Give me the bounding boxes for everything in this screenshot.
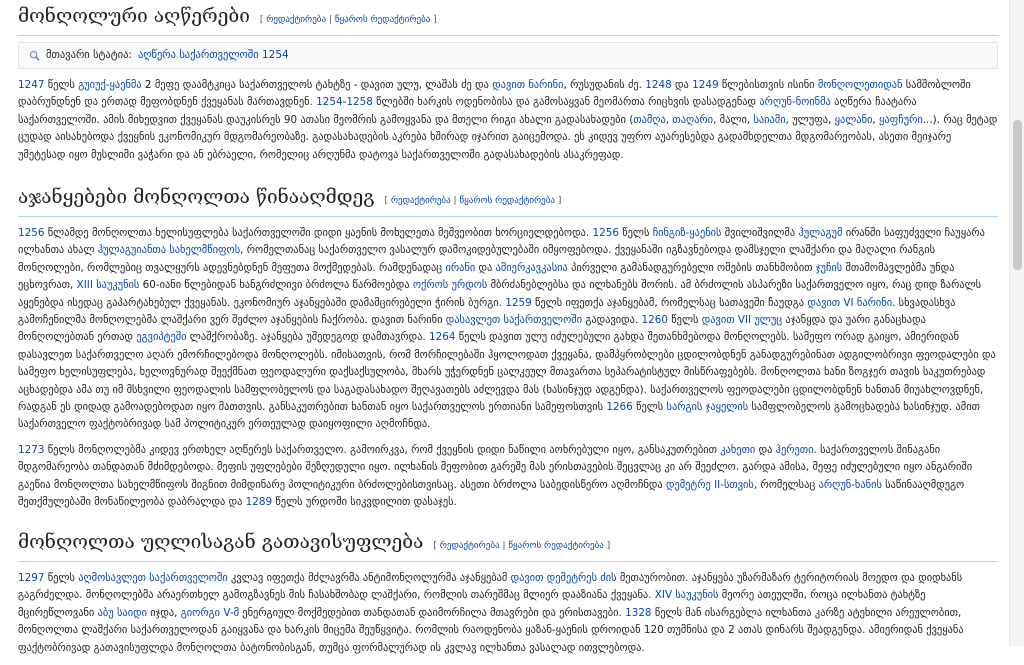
paragraph-text: , რუსუდანის ძე. <box>563 79 646 91</box>
inline-link[interactable]: XIV საუკუნის <box>654 589 719 602</box>
inline-link[interactable]: თამღა <box>633 113 666 126</box>
inline-link[interactable]: დავით ნარინი <box>492 79 564 91</box>
paragraph <box>18 442 998 510</box>
inline-link[interactable]: 1328 <box>625 606 652 619</box>
paragraph-text: , <box>872 113 880 126</box>
section-title: მონღოლთა უღლისაგან გათავისუფლება <box>18 531 424 553</box>
paragraph-text: წელს მონღოლებმა კიდევ ერთხელ აღწერეს საქართველო. გამოირკვა, რომ ქვეყნის დიდი ნაწილი აოხრებული იყო, განსაკუთრებით <box>44 444 721 456</box>
inline-link[interactable]: 1254-1258 <box>316 96 373 109</box>
paragraph-text: საწინააღმდეგო შეთქმულებაში მონაწილეობა დაბრალდა და <box>18 478 965 509</box>
inline-link[interactable]: არღუნ-ხანის <box>818 478 882 491</box>
inline-link[interactable]: სარგის ჯაყელის <box>666 401 749 414</box>
edit-section-links: [ რედაქტირება | წყაროს რედაქტირება ] <box>384 196 562 206</box>
inline-link[interactable]: გიორგი V-მ <box>180 606 239 619</box>
inline-link[interactable]: 1248 <box>645 79 672 91</box>
paragraph-text: , ულუფა, <box>785 113 835 126</box>
inline-link[interactable]: 1266 <box>606 401 633 414</box>
inline-link[interactable]: საიამი <box>753 113 786 126</box>
vertical-scrollbar[interactable] <box>1009 0 1024 646</box>
inline-link[interactable]: XIII საუკუნის <box>76 279 140 292</box>
paragraph-text: შვილიშვილმა <box>721 227 799 239</box>
paragraph-text: ...). რაც მეტად ცუდად აისახებოდა ქვეყნის ეკონომიკურ მდგომარეობაზე. გადასახადების აკრება ხშირად იჯარით გაიცემოდა. ეს კიდევ უფრო აუარესებდა გადამხდელთა მდგომარეობას, ასეთი მეიჯარე უმეტესად იყო მუსლიმი ვაჭარი და ან ებრაელი, რომელიც არღუნმა დატოვა საქართველოში გადასახადების ასაკრეფად. <box>18 113 998 161</box>
inline-link[interactable]: 1260 <box>641 314 668 327</box>
section-heading-liberation <box>18 530 998 562</box>
inline-link[interactable]: ამიერკავკასია <box>495 261 568 274</box>
edit-section-links: [ რედაქტირება | წყაროს რედაქტირება ] <box>259 15 437 25</box>
inline-link[interactable]: აბუ საიდი <box>97 606 147 619</box>
inline-link[interactable]: არღუნ-ნოინმა <box>759 96 831 109</box>
inline-link[interactable]: ოქროს ურდოს <box>412 279 488 292</box>
magnifier-icon <box>29 50 40 61</box>
inline-link[interactable]: 1264 <box>428 331 456 344</box>
edit-link[interactable]: რედაქტირება <box>390 196 451 206</box>
inline-link[interactable]: ირანი <box>445 261 476 274</box>
inline-link[interactable]: 1247 <box>18 79 45 91</box>
section-heading-uprisings <box>18 185 998 217</box>
section-title: მონღოლური აღწერები <box>18 5 250 27</box>
paragraph-text: წელს მან ისარგებლა ილხანთა კარზე ატეხილი არეულობით, მონღოლთა ლაშქარი საქართველოდან გაიყვანა და ხარკის მიცემა შეუწყვიტა. რომლის რაოდენობა ყაზან-ყაენის დროიდან 120 თუმნისა და 2 ათას დინარს შეადგენდა. ამიერიდან ქვეყანა ფაქტობრივად გათავისუფლდა მონღოლთა ბატონობისგან, თუმცა ფორმალურად ის კვლავ ილხანთა ვასალად ითვლებოდა. <box>18 606 964 654</box>
paragraph-text: 2 მეფე დაამტკიცა საქართველოს ტახტზე - დავით ულუ, ლაშას ძე და <box>141 79 493 91</box>
paragraph-text: ენერგიულ მოქმედებით თანდათან დაიმორჩილა მთავრები და ერისთავები. <box>239 606 626 619</box>
inline-link[interactable]: ჩინგიზ-ყაენის <box>652 227 722 239</box>
inline-link[interactable]: დასავლეთ საქართველოში <box>445 314 583 327</box>
paragraph-text: სამფლობელოს გამოცხადება ხასინჯუდ. ამით საქართველო ფაქტობრივად სამ პოლიტიკურ ერთეულად დაიყოფილი აღმოჩნდა. <box>18 401 980 431</box>
paragraph <box>18 77 998 165</box>
inline-link[interactable]: დავით დემეტრეს ძის <box>510 572 617 584</box>
inline-link[interactable]: 1289 <box>245 496 273 509</box>
paragraph-text: , მალი, <box>713 113 754 126</box>
paragraph-text: წელს <box>618 227 653 239</box>
paragraph-text: წელს <box>44 572 79 584</box>
hatnote-prefix: მთავარი სტატია: <box>46 49 132 61</box>
paragraph-text: შთამომავლებმა უნდა ეცხოვრათ, <box>18 261 955 292</box>
inline-link[interactable]: გუიუქ-ყაენმა <box>78 79 142 91</box>
edit-source-link[interactable]: წყაროს რედაქტირება <box>459 196 555 206</box>
inline-link[interactable]: აღმოსავლეთ საქართველოში <box>78 572 228 584</box>
edit-source-link[interactable]: წყაროს რედაქტირება <box>508 541 604 551</box>
paragraph-text: წლამდე მონღოლთა ხელისუფლება საქართველოში დიდი ყაენის მოხელეთა მეშვეობით ხორციელდებოდა. <box>44 227 593 239</box>
inline-link[interactable]: 1259 <box>505 296 532 309</box>
paragraph-text: , რომელსაც <box>753 478 819 491</box>
inline-link[interactable]: 1249 <box>692 79 719 91</box>
edit-section-links: [ რედაქტირება | წყაროს რედაქტირება ] <box>433 541 611 551</box>
section-title: აჯანყებები მონღოლთა წინააღმდეგ <box>18 186 375 208</box>
inline-link[interactable]: თაღარი <box>672 113 714 126</box>
paragraph-text: . საქართველოს შინაგანი მდგომარეობა თანდათან მძიმდებოდა. მეფის უფლებები შეზღუდული იყო. ილხანის მეფობით გარეშე მას ერისთავების შეცვლაც კი არ შეეძლო. გარდა ამისა, მეფე იძულებული იყო ანგარიში გაეწია მონღოლთა სახელმწიფოს შიგნით მიმდინარე პოლიტიკური ბრძოლებისთვისაც. ასეთი ბრძოლა საბედისწერო აღმოჩნდა <box>18 444 973 491</box>
inline-link[interactable]: 1297 <box>18 572 45 584</box>
inline-link[interactable]: ჰულაგუმ <box>798 227 843 239</box>
inline-link[interactable]: ეგვიპტეში <box>136 331 187 344</box>
edit-source-link[interactable]: წყაროს რედაქტირება <box>334 15 431 25</box>
paragraph-text: წლებისთვის ისინი <box>718 79 818 91</box>
paragraph-text: სამშობლოში დაბრუნდნენ და ერთად მეფობდნენ ქვეყანას მართავდნენ. <box>18 79 971 109</box>
paragraph-text: გადავიდა. <box>582 314 642 327</box>
paragraph-text: , <box>665 113 673 126</box>
paragraph-text: წელს იფეთქა აჯანყებამ, რომელსაც სათავეში ჩაუდგა <box>531 296 808 309</box>
paragraph <box>18 225 998 435</box>
inline-link[interactable]: 1273 <box>18 444 45 456</box>
inline-link[interactable]: დემეტრე II-სთვის <box>665 478 754 491</box>
scrollbar-thumb[interactable] <box>1013 120 1022 270</box>
paragraph-text: წელს <box>44 79 79 91</box>
paragraph-text: კვლავ იფეთქა მძლავრმა ანტიმონღოლურმა აჯანყებამ <box>227 572 511 584</box>
paragraph-text: მეთაურობით. აჯანყება უზარმაზარ ტერიტორიას მოედო და დიდხანს გაგრძელდა. მონღოლებმა არაერთხელ გამოგზავნეს მის ჩასახშობად ლაშქარი, რომლის თარეშმაც მლიერ დააზიანა ქვეყანა. <box>18 572 963 602</box>
inline-link[interactable]: 1256 <box>18 227 45 239</box>
paragraph-text: და <box>671 79 693 91</box>
inline-link[interactable]: დავით VI ნარინი <box>807 296 893 309</box>
paragraph-text: მეორე ათეულში, როცა ილხანთა ტახტზე მცირეწლოვანი <box>18 589 926 619</box>
inline-link[interactable]: ჯუჩის <box>815 261 843 274</box>
paragraph <box>18 570 998 658</box>
paragraph-text: . სხვადასხვა გამოჩენილმა მონღოლებმა ლაშქარი ვერ შეძლო აჯანყების ჩაქრობა. დავით ნარინი <box>18 296 956 327</box>
paragraph-text: და <box>755 444 776 456</box>
paragraph-text: იჯდა, <box>146 606 181 619</box>
paragraph-text: წელს დავით ულუ იძულებული გახდა შეთანხმებოდა მონღოლებს. სამეფო ორად გაიყო, ამიერიდან დასავლეთ საქართველო აღარ ემორჩილებოდა მონღოლებს. იმისათვის, რომ მორჩილებაში ჰყოლოდათ ქვეყანა, დამპყრობლები ცდილობდნენ განადგურებინათ ადგილობრივი ფეოდალები და სამეფო ხელისუფლება, ხელოვნურად შეექმნათ ფეოდალური დაქსაქსულობა, მხარს უჭერდნენ ცალკეულ მთავართა სეპარატისტულ მისწრაფებებს. მონღოლთა ხანი ზოგჯერ თავის საკუთრებად აცხადებდა ამა თუ იმ მსხვილი ფეოდალის სამფლობელოს და საგადასახადო შეღავათებს აძლევდა მას (ხასინჯუდ ადგენდა). საქართველოს ფეოდალები ცდილობდნენ ხანთან მიუახლოვდნენ, რადგან ეს დიდად გამოადებოდათ იყო მათთვის. განსაკუთრებით ხანთან იყო საქართველოს ერთიანი სამეფოსთვის <box>18 331 996 414</box>
paragraph-text: პირველი გამანადგურებელი ომების თანხმობით <box>567 261 816 274</box>
paragraph-text: წლებში ხარკის ოდენობისა და გამოსაყვან მეომართა რიცხვის დასადგენად <box>372 96 760 109</box>
paragraph-text: წელს <box>632 401 667 414</box>
paragraph-text: 60-იანი წლებიდან ხანგრძლივი ბრძოლა წარმოებდა <box>139 279 413 292</box>
inline-link[interactable]: ჰულაგუიანთა სახელმწიფოს <box>97 244 241 257</box>
inline-link[interactable]: ყალანი <box>834 113 873 126</box>
paragraph-text: , რომელთანაც საქართველო ვასალურ დამოკიდებულებაში იმყოფებოდა. ქვეყანაში იგზავნებოდა დამსჯელი ლაშქარი და მაღალი რანგის მონღოლები, რომლებიც თვალყურს ადევნებდნენ მეფეთა მოქმედებას. რამდენადაც <box>18 244 936 274</box>
paragraph-text: და <box>475 261 496 274</box>
paragraph-text: ლაშქრობაზე. აჯანყება უშედეგოდ დამთავრდა. <box>186 331 429 344</box>
paragraph-text: ირანში საფუძველი ჩაუყარა ილხანთა ახალ <box>18 227 985 257</box>
inline-link[interactable]: 1256 <box>592 227 619 239</box>
inline-link[interactable]: დავით VII ულუც <box>701 314 783 327</box>
main-article-hatnote <box>18 42 998 69</box>
inline-link[interactable]: მონღოლეთიდან <box>817 79 903 91</box>
edit-link[interactable]: რედაქტირება <box>439 541 500 551</box>
paragraph-text: წელს <box>667 314 702 327</box>
paragraph-text: მბრძანებლებსა და ილხანებს შორის. ამ ბრძოლის ასპარეზი საქართველო იყო, რაც დიდ ზარალს აყენებდა ისედაც გაპარტახებულ ქვეყანას. ეკონომიურ აჯანყებაში დამამცირებელი ჭირის ბურგი. <box>18 279 982 309</box>
paragraph-text: აჯანყდა და უარი განაცხადა მონღოლებთან ერთად <box>18 314 926 344</box>
paragraph-text: წელს ურდოში სიკვდილით დასაჯეს. <box>272 496 457 509</box>
article-content <box>18 0 998 665</box>
inline-link[interactable]: კახეთი <box>720 444 756 456</box>
main-article-link[interactable]: აღწერა საქართველოში 1254 <box>137 49 289 61</box>
section-heading-mongol-census <box>18 4 998 36</box>
paragraph-text: აღწერა ჩაატარა საქართველოში. ამის მიხედვით ქვეყანას დაუკისრეს 90 ათასი მეომრის გამოყვანა და მთელი რიგი ახალი გადასახადები ( <box>18 96 917 126</box>
edit-link[interactable]: რედაქტირება <box>266 15 327 25</box>
inline-link[interactable]: ჰერეთი <box>775 444 814 456</box>
inline-link[interactable]: ყაფჩური <box>879 113 923 126</box>
